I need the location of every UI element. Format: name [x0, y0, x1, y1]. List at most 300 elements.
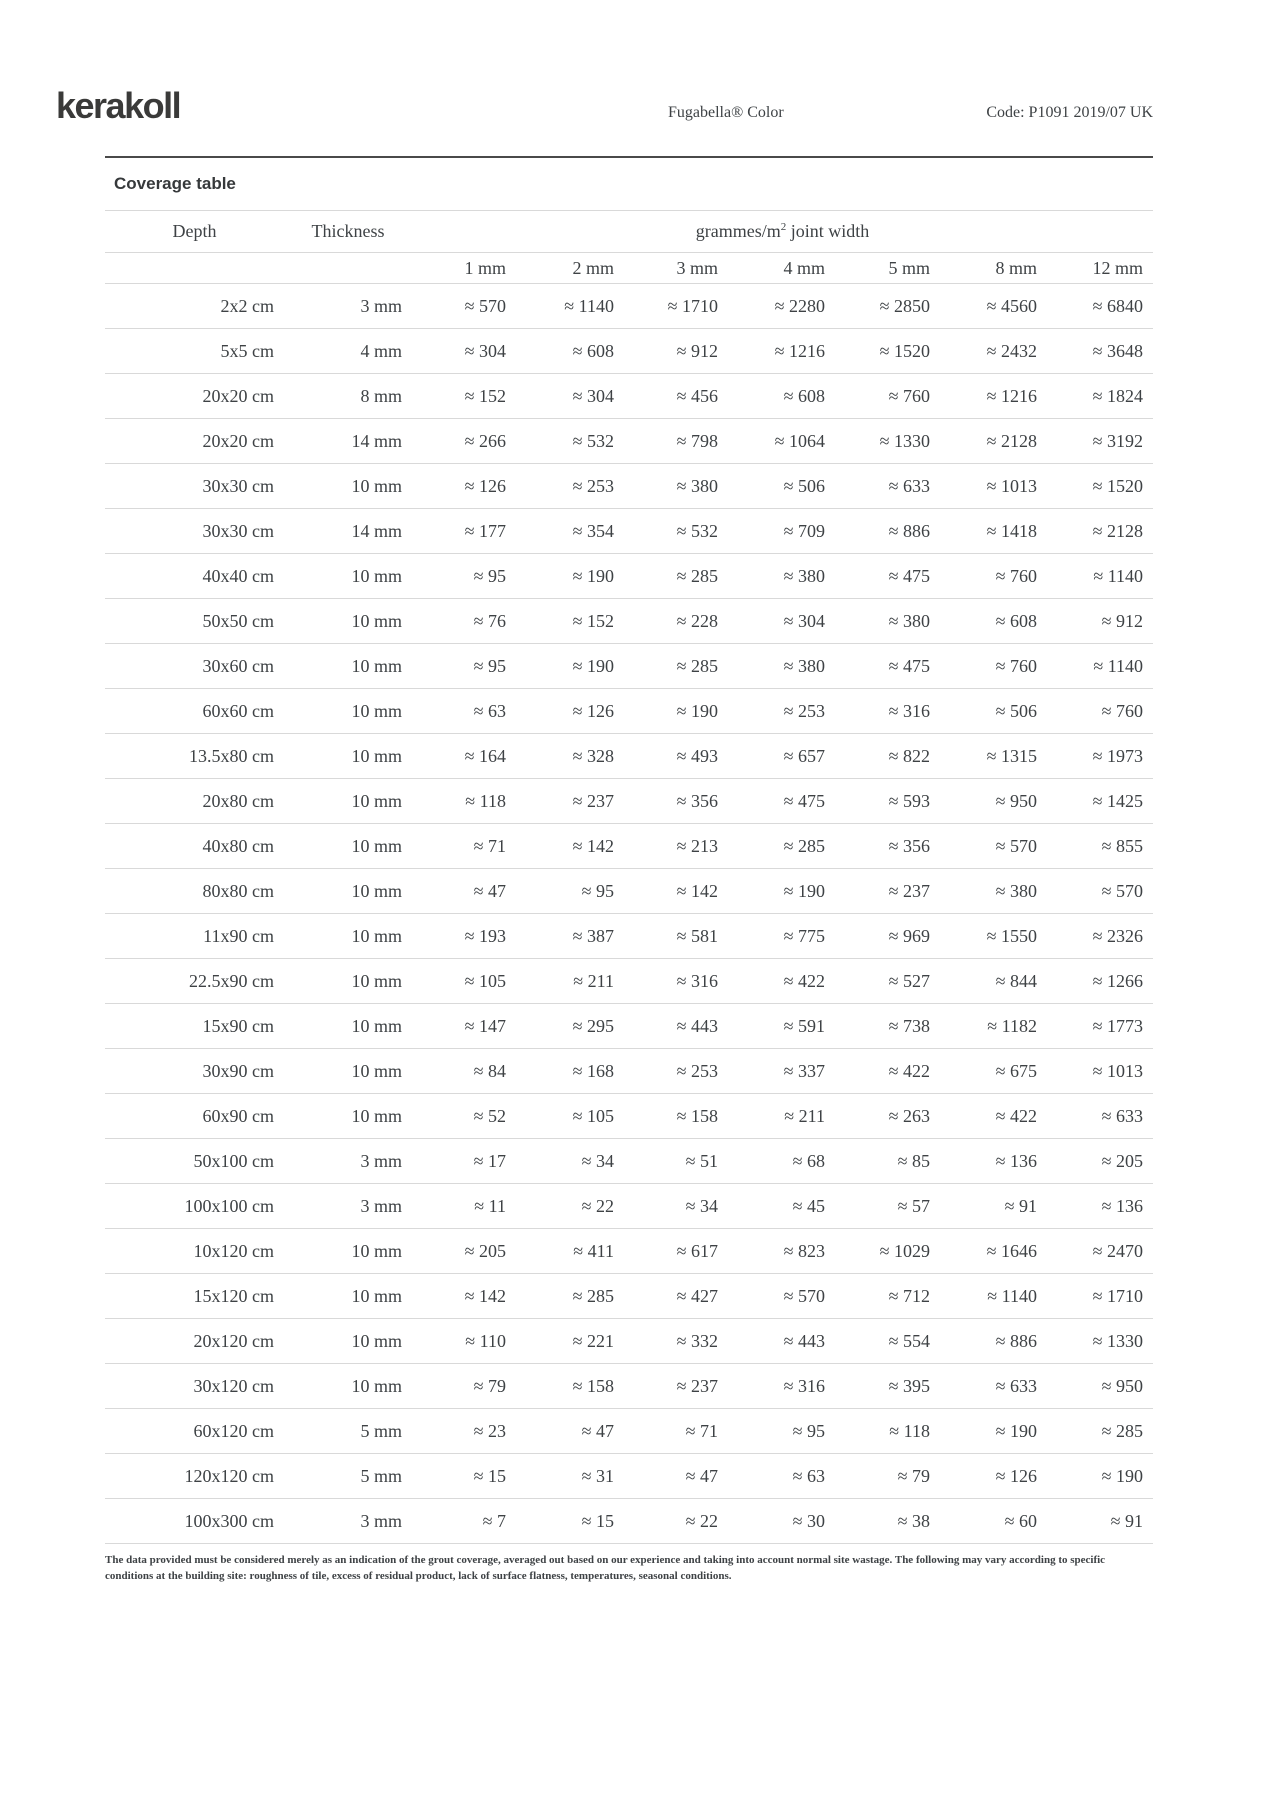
- coverage-value-cell: ≈ 71: [412, 824, 516, 869]
- depth-cell: 100x300 cm: [105, 1499, 284, 1544]
- coverage-value-cell: ≈ 356: [624, 779, 728, 824]
- table-row: [105, 554, 1153, 599]
- coverage-value-cell: ≈ 950: [940, 779, 1047, 824]
- coverage-value-cell: ≈ 15: [516, 1499, 624, 1544]
- coverage-value-cell: ≈ 164: [412, 734, 516, 779]
- coverage-value-cell: ≈ 456: [624, 374, 728, 419]
- coverage-value-cell: ≈ 912: [624, 329, 728, 374]
- thickness-cell: 10 mm: [284, 824, 412, 869]
- coverage-value-cell: ≈ 760: [835, 374, 940, 419]
- coverage-value-cell: ≈ 1064: [728, 419, 835, 464]
- coverage-value-cell: ≈ 354: [516, 509, 624, 554]
- coverage-value-cell: ≈ 30: [728, 1499, 835, 1544]
- empty-header-cell: [105, 253, 284, 284]
- coverage-value-cell: ≈ 950: [1047, 1364, 1153, 1409]
- coverage-value-cell: ≈ 822: [835, 734, 940, 779]
- coverage-value-cell: ≈ 608: [940, 599, 1047, 644]
- table-row: [105, 1409, 1153, 1454]
- product-name: Fugabella® Color: [668, 104, 784, 121]
- coverage-value-cell: ≈ 95: [516, 869, 624, 914]
- coverage-value-cell: ≈ 380: [624, 464, 728, 509]
- col-header-width-6: 12 mm: [1047, 253, 1153, 284]
- coverage-value-cell: ≈ 304: [728, 599, 835, 644]
- depth-cell: 40x40 cm: [105, 554, 284, 599]
- coverage-value-cell: ≈ 823: [728, 1229, 835, 1274]
- depth-cell: 15x120 cm: [105, 1274, 284, 1319]
- coverage-value-cell: ≈ 190: [940, 1409, 1047, 1454]
- coverage-value-cell: ≈ 2128: [1047, 509, 1153, 554]
- coverage-value-cell: ≈ 775: [728, 914, 835, 959]
- coverage-value-cell: ≈ 1425: [1047, 779, 1153, 824]
- coverage-value-cell: ≈ 475: [835, 554, 940, 599]
- depth-cell: 20x20 cm: [105, 419, 284, 464]
- coverage-value-cell: ≈ 316: [728, 1364, 835, 1409]
- coverage-value-cell: ≈ 380: [835, 599, 940, 644]
- table-row: [105, 779, 1153, 824]
- thickness-cell: 10 mm: [284, 644, 412, 689]
- table-row: [105, 869, 1153, 914]
- coverage-value-cell: ≈ 1182: [940, 1004, 1047, 1049]
- depth-cell: 100x100 cm: [105, 1184, 284, 1229]
- coverage-value-cell: ≈ 304: [412, 329, 516, 374]
- empty-header-cell: [284, 253, 412, 284]
- coverage-value-cell: ≈ 608: [516, 329, 624, 374]
- col-header-depth: Depth: [105, 211, 284, 253]
- coverage-value-cell: ≈ 427: [624, 1274, 728, 1319]
- depth-cell: 13.5x80 cm: [105, 734, 284, 779]
- depth-cell: 50x50 cm: [105, 599, 284, 644]
- coverage-value-cell: ≈ 532: [624, 509, 728, 554]
- coverage-table: [105, 210, 1153, 1544]
- table-row: [105, 1274, 1153, 1319]
- table-row: [105, 509, 1153, 554]
- coverage-value-cell: ≈ 158: [624, 1094, 728, 1139]
- depth-cell: 50x100 cm: [105, 1139, 284, 1184]
- coverage-value-cell: ≈ 4560: [940, 284, 1047, 329]
- table-row: [105, 1139, 1153, 1184]
- coverage-value-cell: ≈ 285: [624, 554, 728, 599]
- table-row: [105, 329, 1153, 374]
- coverage-value-cell: ≈ 158: [516, 1364, 624, 1409]
- coverage-value-cell: ≈ 1013: [1047, 1049, 1153, 1094]
- coverage-value-cell: ≈ 60: [940, 1499, 1047, 1544]
- coverage-value-cell: ≈ 380: [728, 554, 835, 599]
- coverage-value-cell: ≈ 285: [1047, 1409, 1153, 1454]
- table-row: [105, 644, 1153, 689]
- coverage-value-cell: ≈ 328: [516, 734, 624, 779]
- coverage-value-cell: ≈ 285: [624, 644, 728, 689]
- coverage-value-cell: ≈ 85: [835, 1139, 940, 1184]
- thickness-cell: 10 mm: [284, 464, 412, 509]
- coverage-value-cell: ≈ 1824: [1047, 374, 1153, 419]
- coverage-value-cell: ≈ 285: [516, 1274, 624, 1319]
- coverage-value-cell: ≈ 1140: [516, 284, 624, 329]
- thickness-cell: 5 mm: [284, 1454, 412, 1499]
- coverage-value-cell: ≈ 332: [624, 1319, 728, 1364]
- coverage-value-cell: ≈ 45: [728, 1184, 835, 1229]
- coverage-value-cell: ≈ 738: [835, 1004, 940, 1049]
- coverage-value-cell: ≈ 79: [412, 1364, 516, 1409]
- coverage-value-cell: ≈ 1140: [940, 1274, 1047, 1319]
- coverage-value-cell: ≈ 118: [835, 1409, 940, 1454]
- table-row: [105, 1364, 1153, 1409]
- table-row: [105, 959, 1153, 1004]
- coverage-value-cell: ≈ 2128: [940, 419, 1047, 464]
- coverage-value-cell: ≈ 1330: [1047, 1319, 1153, 1364]
- coverage-value-cell: ≈ 912: [1047, 599, 1153, 644]
- coverage-value-cell: ≈ 709: [728, 509, 835, 554]
- coverage-value-cell: ≈ 387: [516, 914, 624, 959]
- table-row: [105, 914, 1153, 959]
- thickness-cell: 10 mm: [284, 1364, 412, 1409]
- coverage-value-cell: ≈ 1520: [1047, 464, 1153, 509]
- coverage-value-cell: ≈ 190: [516, 554, 624, 599]
- depth-cell: 60x120 cm: [105, 1409, 284, 1454]
- coverage-value-cell: ≈ 1216: [728, 329, 835, 374]
- thickness-cell: 10 mm: [284, 689, 412, 734]
- thickness-cell: 3 mm: [284, 1184, 412, 1229]
- coverage-value-cell: ≈ 2470: [1047, 1229, 1153, 1274]
- coverage-value-cell: ≈ 1773: [1047, 1004, 1153, 1049]
- coverage-value-cell: ≈ 570: [940, 824, 1047, 869]
- coverage-value-cell: ≈ 617: [624, 1229, 728, 1274]
- table-row: [105, 734, 1153, 779]
- thickness-cell: 10 mm: [284, 959, 412, 1004]
- coverage-value-cell: ≈ 63: [412, 689, 516, 734]
- coverage-value-cell: ≈ 527: [835, 959, 940, 1004]
- coverage-value-cell: ≈ 380: [940, 869, 1047, 914]
- col-header-joint-width-group: grammes/$m^2$ joint width: [412, 211, 1153, 253]
- coverage-value-cell: ≈ 657: [728, 734, 835, 779]
- depth-cell: 40x80 cm: [105, 824, 284, 869]
- coverage-value-cell: ≈ 411: [516, 1229, 624, 1274]
- coverage-value-cell: ≈ 1266: [1047, 959, 1153, 1004]
- coverage-value-cell: ≈ 22: [624, 1499, 728, 1544]
- coverage-value-cell: ≈ 105: [516, 1094, 624, 1139]
- coverage-value-cell: ≈ 211: [516, 959, 624, 1004]
- table-row: [105, 1499, 1153, 1544]
- coverage-value-cell: ≈ 1418: [940, 509, 1047, 554]
- coverage-value-cell: ≈ 7: [412, 1499, 516, 1544]
- coverage-value-cell: ≈ 152: [412, 374, 516, 419]
- coverage-value-cell: ≈ 316: [835, 689, 940, 734]
- thickness-cell: 10 mm: [284, 734, 412, 779]
- coverage-value-cell: ≈ 581: [624, 914, 728, 959]
- table-row: [105, 689, 1153, 734]
- coverage-value-cell: ≈ 47: [624, 1454, 728, 1499]
- coverage-value-cell: ≈ 1646: [940, 1229, 1047, 1274]
- coverage-value-cell: ≈ 126: [516, 689, 624, 734]
- col-header-width-5: 8 mm: [940, 253, 1047, 284]
- coverage-value-cell: ≈ 47: [412, 869, 516, 914]
- coverage-value-cell: ≈ 1710: [624, 284, 728, 329]
- coverage-value-cell: ≈ 22: [516, 1184, 624, 1229]
- thickness-cell: 14 mm: [284, 419, 412, 464]
- thickness-cell: 10 mm: [284, 599, 412, 644]
- coverage-value-cell: ≈ 79: [835, 1454, 940, 1499]
- coverage-value-cell: ≈ 591: [728, 1004, 835, 1049]
- coverage-value-cell: ≈ 304: [516, 374, 624, 419]
- depth-cell: 30x30 cm: [105, 509, 284, 554]
- thickness-cell: 10 mm: [284, 1094, 412, 1139]
- coverage-value-cell: ≈ 15: [412, 1454, 516, 1499]
- table-row: [105, 824, 1153, 869]
- table-row: [105, 1049, 1153, 1094]
- coverage-value-cell: ≈ 1315: [940, 734, 1047, 779]
- coverage-value-cell: ≈ 1330: [835, 419, 940, 464]
- document-code: Code: P1091 2019/07 UK: [986, 104, 1153, 121]
- depth-cell: 30x90 cm: [105, 1049, 284, 1094]
- thickness-cell: 8 mm: [284, 374, 412, 419]
- coverage-value-cell: ≈ 213: [624, 824, 728, 869]
- coverage-value-cell: ≈ 2280: [728, 284, 835, 329]
- disclaimer-text: The data provided must be considered merely as an indication of the grout coverage, averaged out based on our experience and taking into account normal site wastage. The following may vary according to specific conditions at the building site: roughness of tile, excess of residual product, lack of surface flatness, temperatures, seasonal conditions.: [105, 1554, 1106, 1582]
- kerakoll-logo: kerakoll: [56, 85, 181, 126]
- coverage-value-cell: ≈ 118: [412, 779, 516, 824]
- depth-cell: 30x120 cm: [105, 1364, 284, 1409]
- coverage-value-cell: ≈ 17: [412, 1139, 516, 1184]
- coverage-value-cell: ≈ 51: [624, 1139, 728, 1184]
- coverage-value-cell: ≈ 570: [728, 1274, 835, 1319]
- table-row: [105, 1094, 1153, 1139]
- depth-cell: 30x30 cm: [105, 464, 284, 509]
- coverage-value-cell: ≈ 31: [516, 1454, 624, 1499]
- coverage-value-cell: ≈ 760: [940, 644, 1047, 689]
- coverage-value-cell: ≈ 253: [516, 464, 624, 509]
- coverage-value-cell: ≈ 34: [624, 1184, 728, 1229]
- coverage-value-cell: ≈ 190: [728, 869, 835, 914]
- coverage-value-cell: ≈ 23: [412, 1409, 516, 1454]
- thickness-cell: 10 mm: [284, 1049, 412, 1094]
- coverage-value-cell: ≈ 110: [412, 1319, 516, 1364]
- table-row: [105, 374, 1153, 419]
- depth-cell: 2x2 cm: [105, 284, 284, 329]
- table-row: [105, 1229, 1153, 1274]
- coverage-value-cell: ≈ 152: [516, 599, 624, 644]
- coverage-value-cell: ≈ 760: [1047, 689, 1153, 734]
- coverage-value-cell: ≈ 2326: [1047, 914, 1153, 959]
- table-row: [105, 599, 1153, 644]
- coverage-value-cell: ≈ 38: [835, 1499, 940, 1544]
- coverage-value-cell: ≈ 63: [728, 1454, 835, 1499]
- coverage-value-cell: ≈ 142: [412, 1274, 516, 1319]
- coverage-value-cell: ≈ 380: [728, 644, 835, 689]
- thickness-cell: 5 mm: [284, 1409, 412, 1454]
- table-row: [105, 1184, 1153, 1229]
- coverage-value-cell: ≈ 886: [835, 509, 940, 554]
- table-row: [105, 1454, 1153, 1499]
- coverage-value-cell: ≈ 1550: [940, 914, 1047, 959]
- table-row: [105, 284, 1153, 329]
- col-header-thickness: Thickness: [284, 211, 412, 253]
- thickness-cell: 10 mm: [284, 869, 412, 914]
- coverage-value-cell: ≈ 760: [940, 554, 1047, 599]
- coverage-value-cell: ≈ 126: [940, 1454, 1047, 1499]
- coverage-value-cell: ≈ 34: [516, 1139, 624, 1184]
- coverage-value-cell: ≈ 237: [516, 779, 624, 824]
- col-header-width-3: 4 mm: [728, 253, 835, 284]
- coverage-value-cell: ≈ 52: [412, 1094, 516, 1139]
- coverage-value-cell: ≈ 147: [412, 1004, 516, 1049]
- depth-cell: 20x120 cm: [105, 1319, 284, 1364]
- col-header-width-2: 3 mm: [624, 253, 728, 284]
- thickness-cell: 14 mm: [284, 509, 412, 554]
- coverage-value-cell: ≈ 1973: [1047, 734, 1153, 779]
- coverage-value-cell: ≈ 532: [516, 419, 624, 464]
- coverage-value-cell: ≈ 395: [835, 1364, 940, 1409]
- coverage-value-cell: ≈ 633: [835, 464, 940, 509]
- coverage-value-cell: ≈ 1140: [1047, 644, 1153, 689]
- coverage-value-cell: ≈ 633: [1047, 1094, 1153, 1139]
- coverage-value-cell: ≈ 71: [624, 1409, 728, 1454]
- coverage-value-cell: ≈ 228: [624, 599, 728, 644]
- coverage-value-cell: ≈ 190: [624, 689, 728, 734]
- coverage-value-cell: ≈ 1520: [835, 329, 940, 374]
- depth-cell: 60x60 cm: [105, 689, 284, 734]
- coverage-value-cell: ≈ 1013: [940, 464, 1047, 509]
- thickness-cell: 10 mm: [284, 1229, 412, 1274]
- coverage-value-cell: ≈ 285: [728, 824, 835, 869]
- table-row: [105, 1319, 1153, 1364]
- coverage-value-cell: ≈ 798: [624, 419, 728, 464]
- coverage-value-cell: ≈ 493: [624, 734, 728, 779]
- thickness-cell: 3 mm: [284, 284, 412, 329]
- thickness-cell: 10 mm: [284, 554, 412, 599]
- coverage-value-cell: ≈ 969: [835, 914, 940, 959]
- coverage-value-cell: ≈ 422: [940, 1094, 1047, 1139]
- coverage-value-cell: ≈ 205: [1047, 1139, 1153, 1184]
- coverage-value-cell: ≈ 237: [624, 1364, 728, 1409]
- coverage-value-cell: ≈ 193: [412, 914, 516, 959]
- coverage-value-cell: ≈ 554: [835, 1319, 940, 1364]
- table-row: [105, 419, 1153, 464]
- depth-cell: 15x90 cm: [105, 1004, 284, 1049]
- coverage-value-cell: ≈ 337: [728, 1049, 835, 1094]
- coverage-value-cell: ≈ 266: [412, 419, 516, 464]
- coverage-value-cell: ≈ 221: [516, 1319, 624, 1364]
- coverage-value-cell: ≈ 95: [412, 554, 516, 599]
- coverage-value-cell: ≈ 422: [835, 1049, 940, 1094]
- thickness-cell: 10 mm: [284, 1319, 412, 1364]
- depth-cell: 120x120 cm: [105, 1454, 284, 1499]
- coverage-value-cell: ≈ 91: [940, 1184, 1047, 1229]
- coverage-value-cell: ≈ 84: [412, 1049, 516, 1094]
- coverage-value-cell: ≈ 675: [940, 1049, 1047, 1094]
- coverage-value-cell: ≈ 76: [412, 599, 516, 644]
- coverage-value-cell: ≈ 1140: [1047, 554, 1153, 599]
- table-row: [105, 464, 1153, 509]
- coverage-value-cell: ≈ 253: [624, 1049, 728, 1094]
- thickness-cell: 3 mm: [284, 1139, 412, 1184]
- depth-cell: 30x60 cm: [105, 644, 284, 689]
- depth-cell: 11x90 cm: [105, 914, 284, 959]
- coverage-value-cell: ≈ 136: [940, 1139, 1047, 1184]
- coverage-value-cell: ≈ 263: [835, 1094, 940, 1139]
- thickness-cell: 10 mm: [284, 1274, 412, 1319]
- coverage-value-cell: ≈ 295: [516, 1004, 624, 1049]
- coverage-value-cell: ≈ 475: [728, 779, 835, 824]
- coverage-value-cell: ≈ 1710: [1047, 1274, 1153, 1319]
- coverage-value-cell: ≈ 177: [412, 509, 516, 554]
- thickness-cell: 4 mm: [284, 329, 412, 374]
- thickness-cell: 10 mm: [284, 914, 412, 959]
- thickness-cell: 3 mm: [284, 1499, 412, 1544]
- header-divider: [105, 156, 1153, 158]
- joint-width-header-row: [105, 253, 1153, 284]
- coverage-value-cell: ≈ 142: [516, 824, 624, 869]
- coverage-value-cell: ≈ 506: [728, 464, 835, 509]
- coverage-value-cell: ≈ 190: [1047, 1454, 1153, 1499]
- coverage-value-cell: ≈ 2850: [835, 284, 940, 329]
- coverage-value-cell: ≈ 570: [412, 284, 516, 329]
- coverage-value-cell: ≈ 105: [412, 959, 516, 1004]
- superscript-2: 2: [780, 221, 787, 233]
- coverage-value-cell: ≈ 886: [940, 1319, 1047, 1364]
- coverage-value-cell: ≈ 356: [835, 824, 940, 869]
- table-header-row: [105, 211, 1153, 253]
- coverage-value-cell: ≈ 443: [728, 1319, 835, 1364]
- coverage-value-cell: ≈ 95: [412, 644, 516, 689]
- depth-cell: 20x80 cm: [105, 779, 284, 824]
- coverage-value-cell: ≈ 475: [835, 644, 940, 689]
- coverage-value-cell: ≈ 190: [516, 644, 624, 689]
- table-row: [105, 1004, 1153, 1049]
- coverage-value-cell: ≈ 316: [624, 959, 728, 1004]
- coverage-value-cell: ≈ 142: [624, 869, 728, 914]
- coverage-value-cell: ≈ 443: [624, 1004, 728, 1049]
- coverage-value-cell: ≈ 68: [728, 1139, 835, 1184]
- depth-cell: 22.5x90 cm: [105, 959, 284, 1004]
- coverage-value-cell: ≈ 712: [835, 1274, 940, 1319]
- coverage-value-cell: ≈ 2432: [940, 329, 1047, 374]
- depth-cell: 60x90 cm: [105, 1094, 284, 1139]
- depth-cell: 10x120 cm: [105, 1229, 284, 1274]
- coverage-value-cell: ≈ 855: [1047, 824, 1153, 869]
- depth-cell: 20x20 cm: [105, 374, 284, 419]
- coverage-value-cell: ≈ 1029: [835, 1229, 940, 1274]
- coverage-value-cell: ≈ 1216: [940, 374, 1047, 419]
- coverage-value-cell: ≈ 570: [1047, 869, 1153, 914]
- coverage-value-cell: ≈ 136: [1047, 1184, 1153, 1229]
- coverage-value-cell: ≈ 47: [516, 1409, 624, 1454]
- thickness-cell: 10 mm: [284, 779, 412, 824]
- col-header-width-1: 2 mm: [516, 253, 624, 284]
- coverage-value-cell: ≈ 422: [728, 959, 835, 1004]
- coverage-value-cell: ≈ 237: [835, 869, 940, 914]
- coverage-value-cell: ≈ 844: [940, 959, 1047, 1004]
- col-header-width-4: 5 mm: [835, 253, 940, 284]
- coverage-value-cell: ≈ 11: [412, 1184, 516, 1229]
- coverage-value-cell: ≈ 506: [940, 689, 1047, 734]
- coverage-value-cell: ≈ 57: [835, 1184, 940, 1229]
- coverage-value-cell: ≈ 633: [940, 1364, 1047, 1409]
- coverage-value-cell: ≈ 211: [728, 1094, 835, 1139]
- coverage-value-cell: ≈ 91: [1047, 1499, 1153, 1544]
- coverage-value-cell: ≈ 608: [728, 374, 835, 419]
- depth-cell: 5x5 cm: [105, 329, 284, 374]
- coverage-value-cell: ≈ 593: [835, 779, 940, 824]
- depth-cell: 80x80 cm: [105, 869, 284, 914]
- table-title: Coverage table: [114, 174, 236, 193]
- col-header-width-0: 1 mm: [412, 253, 516, 284]
- coverage-value-cell: ≈ 3648: [1047, 329, 1153, 374]
- coverage-value-cell: ≈ 3192: [1047, 419, 1153, 464]
- coverage-value-cell: ≈ 168: [516, 1049, 624, 1094]
- coverage-value-cell: ≈ 205: [412, 1229, 516, 1274]
- coverage-value-cell: ≈ 126: [412, 464, 516, 509]
- coverage-value-cell: ≈ 253: [728, 689, 835, 734]
- coverage-value-cell: ≈ 95: [728, 1409, 835, 1454]
